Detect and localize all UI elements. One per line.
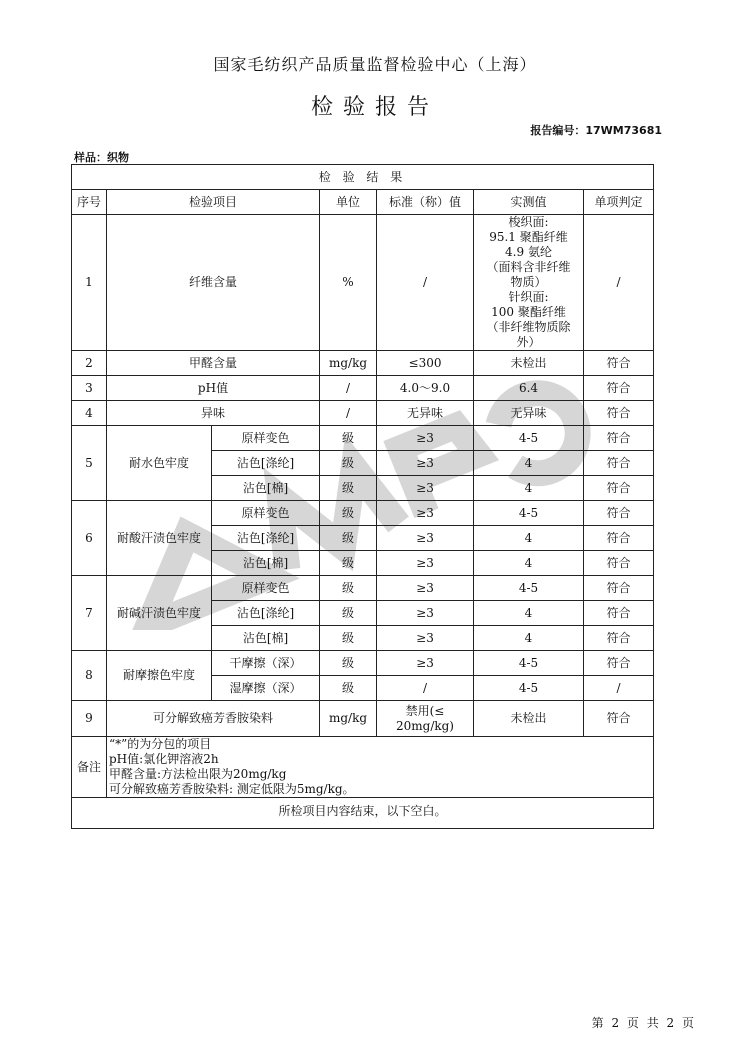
sub-item: 原样变色 (212, 501, 320, 526)
row-result: 4 (474, 601, 584, 626)
row-std: ≥3 (377, 576, 474, 601)
table-row (72, 701, 654, 737)
row-result-fiber: 梭织面: 95.1 聚酯纤维 4.9 氨纶 （面料含非纤维 物质） 针织面: 100 聚酯纤维 （非纤维物质除 外） (474, 215, 584, 351)
row-result: 未检出 (474, 701, 584, 737)
col-result-header: 实测值 (474, 190, 584, 215)
report-number: 报告编号：17WM73681 (530, 124, 662, 137)
row-verdict: 符合 (584, 351, 654, 376)
sub-item: 沾色[涤纶] (212, 526, 320, 551)
row-verdict: 符合 (584, 526, 654, 551)
row-verdict: 符合 (584, 451, 654, 476)
page-number: 第 2 页 共 2 页 (591, 1016, 696, 1030)
row-item: 可分解致癌芳香胺染料 (107, 701, 320, 737)
sub-item: 沾色[棉] (212, 476, 320, 501)
row-std: ≥3 (377, 601, 474, 626)
results-table (71, 164, 654, 829)
row-verdict: 符合 (584, 601, 654, 626)
row-item: 甲醛含量 (107, 351, 320, 376)
row-verdict: 符合 (584, 401, 654, 426)
row-verdict: / (584, 215, 654, 351)
report-title: 检验报告 (310, 95, 439, 120)
sub-item: 沾色[棉] (212, 551, 320, 576)
notes-row (72, 737, 654, 798)
header-row (72, 190, 654, 215)
row-item: 耐水色牢度 (107, 426, 212, 501)
row-std: / (377, 676, 474, 701)
row-result: 4-5 (474, 576, 584, 601)
row-unit: / (320, 401, 377, 426)
row-item: 耐摩擦色牢度 (107, 651, 212, 701)
row-result: 4 (474, 526, 584, 551)
row-no: 1 (72, 215, 107, 351)
row-result: 4-5 (474, 426, 584, 451)
row-verdict: 符合 (584, 576, 654, 601)
table-row (72, 651, 654, 676)
row-result: 4 (474, 626, 584, 651)
row-item: 耐酸汗渍色牢度 (107, 501, 212, 576)
row-unit: 级 (320, 476, 377, 501)
sample-name: 样品：织物 (74, 151, 129, 164)
row-result: 4-5 (474, 676, 584, 701)
row-std: ≥3 (377, 476, 474, 501)
table-row (72, 576, 654, 601)
row-unit: 级 (320, 451, 377, 476)
row-unit: mg/kg (320, 701, 377, 737)
row-result: 6.4 (474, 376, 584, 401)
row-verdict: 符合 (584, 476, 654, 501)
table-row (72, 215, 654, 351)
row-no: 4 (72, 401, 107, 426)
table-row (72, 401, 654, 426)
row-unit: 级 (320, 626, 377, 651)
row-std: ≥3 (377, 651, 474, 676)
section-title-row (72, 165, 654, 190)
row-no: 8 (72, 651, 107, 701)
row-std: 无异味 (377, 401, 474, 426)
sub-item: 沾色[棉] (212, 626, 320, 651)
table-row (72, 501, 654, 526)
row-item: 纤维含量 (107, 215, 320, 351)
row-unit: 级 (320, 501, 377, 526)
row-item: 耐碱汗渍色牢度 (107, 576, 212, 651)
row-std: ≥3 (377, 426, 474, 451)
row-result: 4 (474, 551, 584, 576)
row-unit: / (320, 376, 377, 401)
row-result: 4 (474, 451, 584, 476)
row-result: 4-5 (474, 501, 584, 526)
notes-label: 备注 (72, 737, 107, 798)
notes-content: “*”的为分包的项目 pH值:氯化钾溶液2h 甲醛含量:方法检出限为20mg/kg 可分解致癌芳香胺染料: 测定低限为5mg/kg。 (107, 737, 654, 798)
row-no: 5 (72, 426, 107, 501)
row-verdict: 符合 (584, 426, 654, 451)
row-unit: 级 (320, 426, 377, 451)
row-no: 7 (72, 576, 107, 651)
row-std: ≥3 (377, 626, 474, 651)
row-result: 无异味 (474, 401, 584, 426)
row-result: 未检出 (474, 351, 584, 376)
col-unit-header: 单位 (320, 190, 377, 215)
row-verdict: 符合 (584, 501, 654, 526)
row-unit: 级 (320, 526, 377, 551)
row-std: ≥3 (377, 526, 474, 551)
row-no: 2 (72, 351, 107, 376)
row-std: ≥3 (377, 501, 474, 526)
table-row (72, 376, 654, 401)
row-no: 3 (72, 376, 107, 401)
end-row (72, 798, 654, 829)
sub-item: 沾色[涤纶] (212, 601, 320, 626)
sub-item: 干摩擦（深） (212, 651, 320, 676)
col-no-header: 序号 (72, 190, 107, 215)
row-result: 4 (474, 476, 584, 501)
row-verdict: / (584, 676, 654, 701)
row-std: 禁用(≤ 20mg/kg) (377, 701, 474, 737)
table-row (72, 426, 654, 451)
row-std: ≥3 (377, 451, 474, 476)
row-unit: 级 (320, 676, 377, 701)
row-unit: 级 (320, 551, 377, 576)
row-verdict: 符合 (584, 651, 654, 676)
row-verdict: 符合 (584, 626, 654, 651)
row-unit: mg/kg (320, 351, 377, 376)
sub-item: 原样变色 (212, 576, 320, 601)
row-verdict: 符合 (584, 376, 654, 401)
row-std: ≥3 (377, 551, 474, 576)
row-no: 6 (72, 501, 107, 576)
row-result: 4-5 (474, 651, 584, 676)
row-unit: % (320, 215, 377, 351)
row-unit: 级 (320, 601, 377, 626)
col-item-header: 检验项目 (107, 190, 320, 215)
table-row (72, 351, 654, 376)
col-verdict-header: 单项判定 (584, 190, 654, 215)
sub-item: 沾色[涤纶] (212, 451, 320, 476)
row-no: 9 (72, 701, 107, 737)
end-statement: 所检项目内容结束，以下空白。 (72, 798, 654, 829)
row-std: / (377, 215, 474, 351)
sub-item: 湿摩擦（深） (212, 676, 320, 701)
row-std: ≤300 (377, 351, 474, 376)
row-unit: 级 (320, 576, 377, 601)
sub-item: 原样变色 (212, 426, 320, 451)
row-item: 异味 (107, 401, 320, 426)
row-verdict: 符合 (584, 701, 654, 737)
row-item: pH值 (107, 376, 320, 401)
row-std: 4.0～9.0 (377, 376, 474, 401)
row-verdict: 符合 (584, 551, 654, 576)
org-name: 国家毛纺织产品质量监督检验中心（上海） (213, 55, 537, 74)
col-std-header: 标准（称）值 (377, 190, 474, 215)
section-title: 检 验 结 果 (72, 165, 654, 190)
row-unit: 级 (320, 651, 377, 676)
